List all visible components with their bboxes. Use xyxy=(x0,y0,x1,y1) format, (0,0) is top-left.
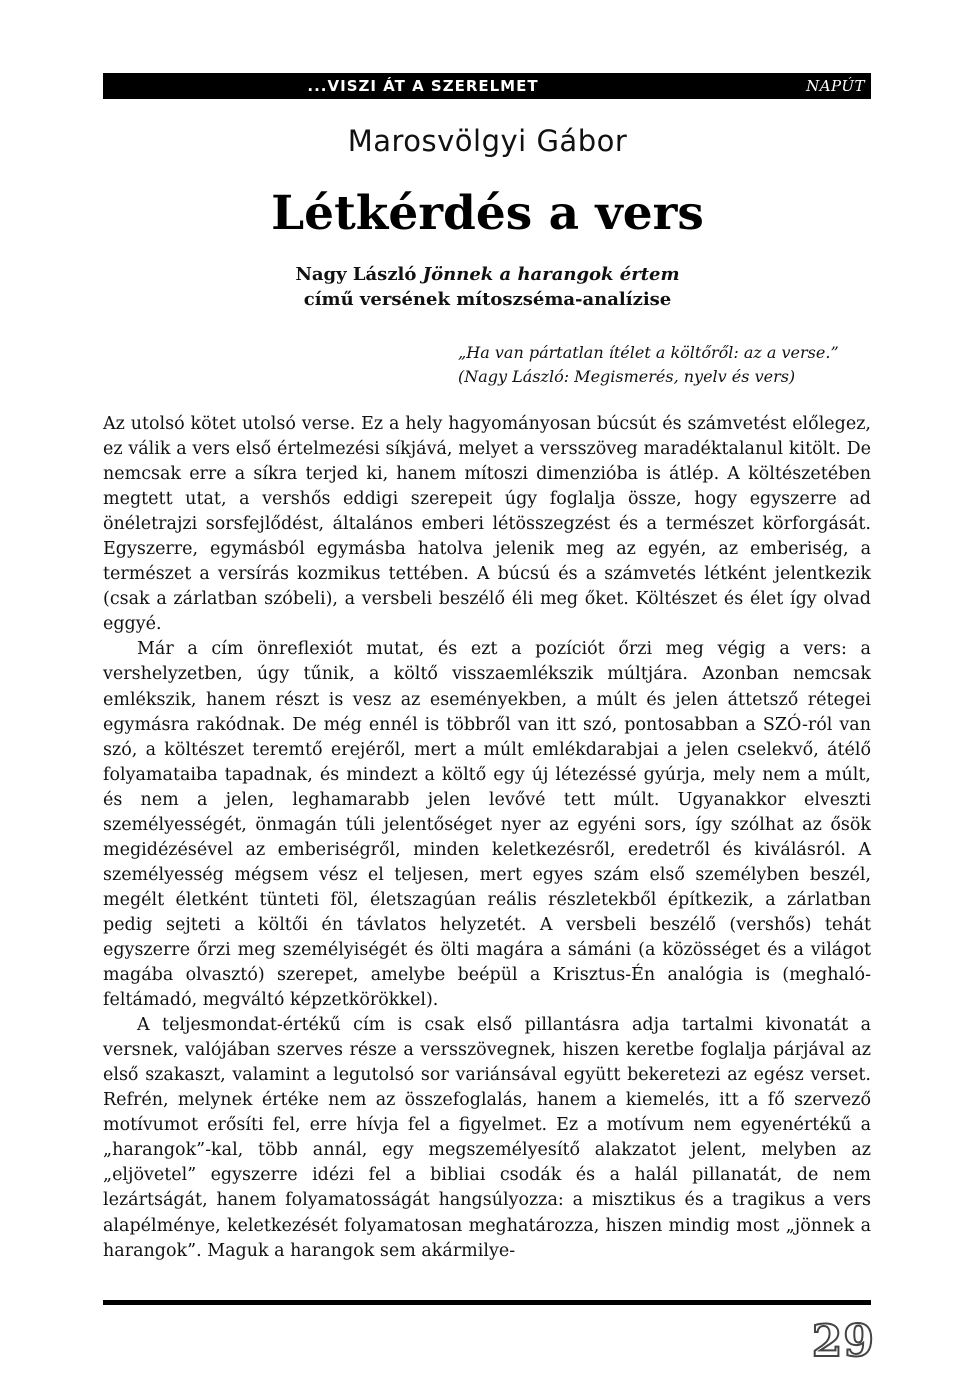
article-body xyxy=(103,412,871,1264)
epigraph-quote: „Ha van pártatlan ítélet a költőről: az a verse.” xyxy=(458,343,839,362)
body-paragraph-1: Az utolsó kötet utolsó verse. Ez a hely hagyományosan búcsút és számvetést előlegez, ez válik a vers első értelmezési síkjává, melyet a versszöveg maradéktalanul kitölt. De nemcsak erre a síkra terjed ki, hanem mítoszi dimenzióba is átlép. A költészetében megtett utat, a vershős eddigi szerepeit úgy foglalja össze, hogy egyszerre ad önéletrajzi sorsfejlődést, általános emberi létösszegzést és a természet körforgását. Egyszerre, egymásból egymásba hatolva jelenik meg az egyén, az emberiség, a természet a versírás kozmikus tettében. A búcsú és a számvetés létként jelentkezik (csak a zárlatban szóbeli), a versbeli beszélő éli meg őket. Költészet és élet így olvad eggyé. xyxy=(103,414,871,635)
magazine-logo: NAPÚT xyxy=(806,77,865,95)
subtitle-poem-title: Jönnek a harangok értem xyxy=(422,264,680,285)
subtitle-poet: Nagy László xyxy=(295,264,423,285)
body-paragraph-3: A teljesmondat-értékű cím is csak első pillantásra adja tartalmi kivonatát a versnek, valójában szerves része a versszövegnek, hiszen keretbe foglalja párjával az első szakaszt, valamint a legutolsó sor variánsával együtt bekeretezi az egész verset. Refrén, melynek értéke nem az összefoglalás, hanem a kiemelés, itt a fő szervező motívumot erősíti fel, erre hívja fel a figyelmet. Ez a motívum nem egyenértékű a „harangok”-kal, több annál, egy megszemélyesítő alakzatot jelent, melyben az „eljövetel” egyszerre idézi fel a bibliai csodák és a halál pillanatát, de nem lezártságát, hanem folyamatosságát hangsúlyozza: a misztikus és a tragikus a vers alapélménye, keletkezését folyamatosan meghatározza, hiszen mindig most „jönnek a harangok”. Maguk a harangok sem akármilye- xyxy=(103,1015,871,1261)
running-header xyxy=(103,73,871,99)
author-name: Marosvölgyi Gábor xyxy=(347,124,628,158)
section-title: ...VISZI ÁT A SZERELMET xyxy=(307,77,539,95)
epigraph xyxy=(458,341,878,389)
article-title: Létkérdés a vers xyxy=(271,186,704,241)
body-paragraph-2: Már a cím önreflexiót mutat, és ezt a pozíciót őrzi meg végig a vers: a vershelyzetben, úgy tűnik, a költő visszaemlékszik múltjára. Azonban nemcsak emlékszik, hanem részt is vesz az eseményekben, a múlt és jelen áttetsző rétegei egymásra rakódnak. De még ennél is többről van itt szó, pontosabban a SZÓ-ról van szó, a költészet teremtő erejéről, mert a múlt emlékdarabjai a jelen cselekvő, átélő folyamataiba tapadnak, és mindezt a költő egy új létezéssé gyúrja, mely nem a múlt, és nem a jelen, leghamarabb jelen levővé tett múlt. Ugyanakkor elveszti személyességét, önmagán túli jelentőséget nyer az egyéni sors, így szólhat az ősök megidézésével az emberiségről, minden keletkezésről, eredetről és kiválásról. A személyesség mégsem vész el teljesen, mert egyes szám első személyben beszél, megélt életként tünteti föl, életszagúan reális részletekből építkezik, a zárlatban pedig sejteti a költői én távlatos helyzetét. A versbeli beszélő (vershős) tehát egyszerre őrzi meg személyiségét és ölti magára a sámáni (a közösséget és a világot magába olvasztó) szerepet, amelybe beépül a Krisztus-Én analógia is (meghaló-feltámadó, megváltó képzetkörökkel). xyxy=(103,639,871,1011)
footer-rule xyxy=(103,1300,871,1305)
epigraph-source: (Nagy László: Megismerés, nyelv és vers) xyxy=(458,367,796,386)
page-number: 29 xyxy=(811,1316,875,1367)
subtitle-line-2: című versének mítoszséma-analízise xyxy=(303,289,672,310)
subtitle-line-1 xyxy=(0,262,975,287)
article-subtitle xyxy=(0,262,975,312)
